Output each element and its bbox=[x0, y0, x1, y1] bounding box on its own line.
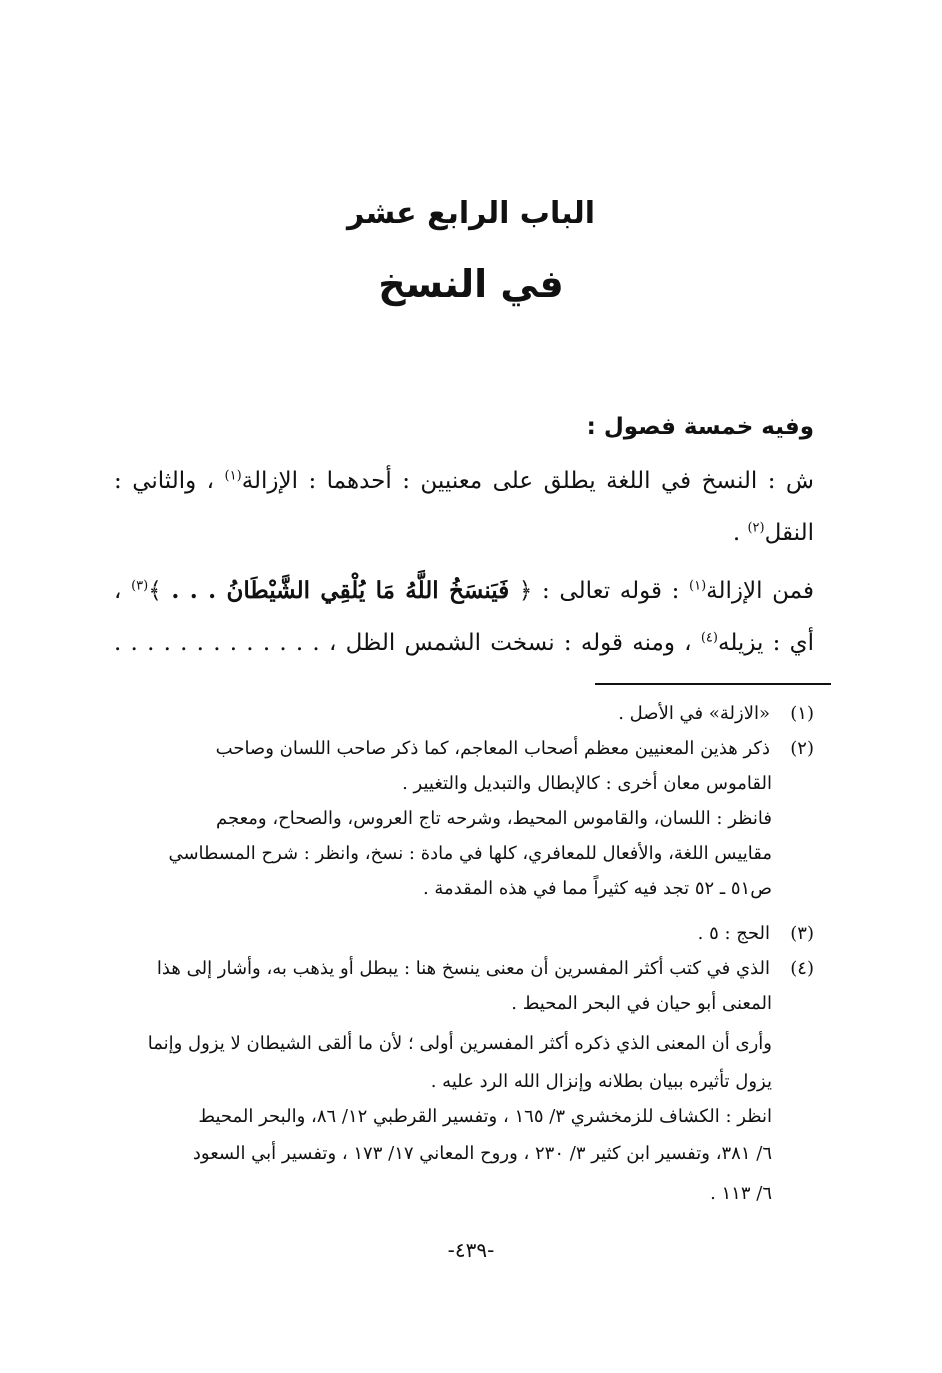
footnote-number: (٤) bbox=[790, 958, 814, 979]
footnote-4-line-7: ٦/ ١١٣ . bbox=[710, 1183, 772, 1204]
quran-verse: فَيَنسَخُ اللَّهُ مَا يُلْقِي الشَّيْطَانُ . . . bbox=[171, 577, 510, 604]
intro-line: وفيه خمسة فصول : bbox=[586, 414, 814, 440]
page-number: -٤٣٩- bbox=[447, 1238, 495, 1262]
footnote-ref-4[interactable]: (٤) bbox=[700, 630, 718, 646]
footnote-number: (١) bbox=[790, 703, 814, 724]
footnote-4-line-2: المعنى أبو حيان في البحر المحيط . bbox=[511, 993, 772, 1014]
footnote-4-line-4: يزول تأثيره ببيان بطلانه وإنزال الله الرد عليه . bbox=[430, 1071, 772, 1092]
footnote-1: (١)«الازلة» في الأصل . bbox=[104, 700, 814, 728]
chapter-title: في النسخ bbox=[378, 262, 564, 306]
footnote-number: (٣) bbox=[790, 923, 814, 944]
footnote-2-line-5: ص٥١ ـ ٥٢ تجد فيه كثيراً مما في هذه المقدمة . bbox=[422, 878, 772, 899]
footnote-ref-1[interactable]: (١) bbox=[224, 468, 242, 484]
footnote-4: (٤)الذي في كتب أكثر المفسرين أن معنى ينسخ هنا : يبطل أو يذهب به، وأشار إلى هذا bbox=[104, 955, 814, 983]
body-line-3: فمن الإزالة$^{(١)}$ : قوله تعالى : ﴿ فَيَنسَخُ اللَّهُ مَا يُلْقِي الشَّيْطَانُ . . . ﴾$^{(٣)}$ ، bbox=[114, 577, 814, 604]
body-line-1: ش : النسخ في اللغة يطلق على معنيين : أحدهما : الإزالة$^{(١)}$ ، والثاني : bbox=[114, 468, 815, 494]
footnote-3: (٣)الحج : ٥ . bbox=[104, 920, 814, 948]
footnote-2: (٢)ذكر هذين المعنيين معظم أصحاب المعاجم، كما ذكر صاحب اللسان وصاحب bbox=[104, 735, 814, 763]
chapter-heading: الباب الرابع عشر bbox=[346, 196, 596, 231]
footnote-4-line-3: وأرى أن المعنى الذي ذكره أكثر المفسرين أولى ؛ لأن ما ألقى الشيطان لا يزول وإنما bbox=[147, 1033, 772, 1054]
footnote-ref-1b[interactable]: (١) bbox=[689, 578, 707, 594]
footnote-number: (٢) bbox=[790, 738, 814, 759]
body-line-2: النقل$^{(٢)}$ . bbox=[732, 520, 814, 546]
footnote-2-line-4: مقاييس اللغة، والأفعال للمعافري، كلها في مادة : نسخ، وانظر : شرح المسطاسي bbox=[168, 843, 772, 864]
footnote-ref-2[interactable]: (٢) bbox=[747, 520, 765, 536]
footnote-2-line-3: فانظر : اللسان، والقاموس المحيط، وشرحه تاج العروس، والصحاح، ومعجم bbox=[216, 808, 772, 829]
footnote-ref-3[interactable]: (٣) bbox=[131, 578, 149, 594]
body-line-4: أي : يزيله$^{(٤)}$ ، ومنه قوله : نسخت الشمس الظل ، . . . . . . . . . . . . . bbox=[114, 630, 815, 656]
footnote-4-line-6: ٦/ ٣٨١، وتفسير ابن كثير ٣/ ٢٣٠ ، وروح المعاني ١٧/ ١٧٣ ، وتفسير أبي السعود bbox=[192, 1143, 772, 1164]
footnote-2-line-2: القاموس معان أخرى : كالإبطال والتبديل والتغيير . bbox=[402, 773, 772, 794]
footnote-separator bbox=[595, 683, 831, 685]
footnote-4-line-5: انظر : الكشاف للزمخشري ٣/ ١٦٥ ، وتفسير القرطبي ١٢/ ٨٦، والبحر المحيط bbox=[198, 1106, 772, 1127]
